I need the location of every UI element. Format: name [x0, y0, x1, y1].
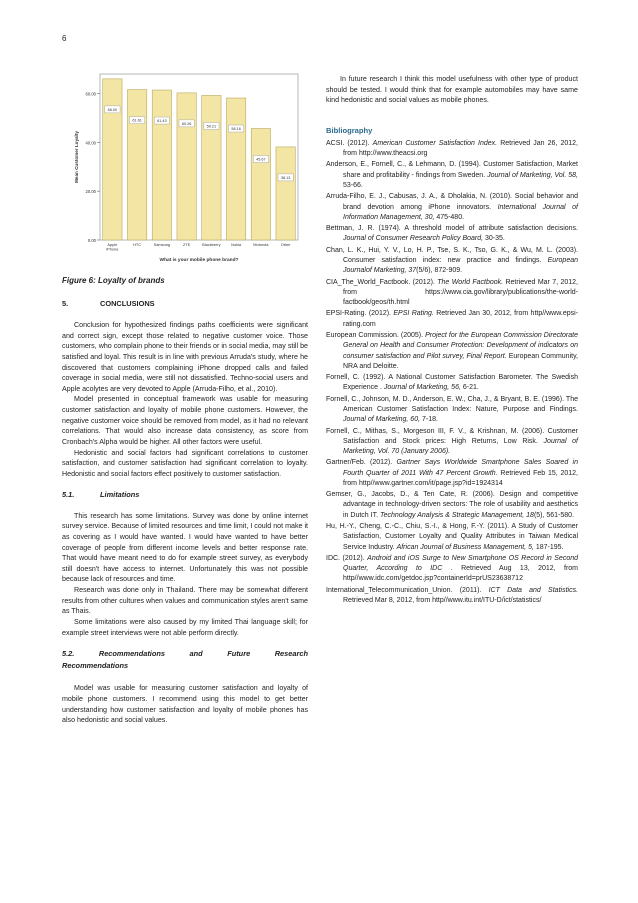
- reference-item: [326, 373, 578, 394]
- heading-word: Future: [227, 649, 251, 659]
- reference-text: Retrieved Jan 26, 2012, from http://www.theacsi.org: [343, 139, 578, 158]
- reference-item: [326, 395, 578, 426]
- figure-6: [62, 52, 308, 270]
- heading-word: and: [189, 649, 203, 659]
- reference-text: European Community, NRA and Deloitte.: [343, 352, 578, 370]
- reference-text: (5), 561-580.: [533, 511, 575, 519]
- x-tick-label: Apple: [107, 242, 118, 247]
- x-tick-label: HTC: [133, 242, 142, 247]
- heading-word: Recommendations: [62, 660, 129, 670]
- data-label: 61.43: [157, 119, 167, 124]
- reference-text: Retrieved Jan 30, 2012, from http//www.epsi-rating.com: [343, 310, 579, 328]
- reference-text: Fornell, C., Johnson, M. D., Anderson, E. W., Cha, J., & Bryant, B. E. (1996). The American Customer Satisfaction Index: Nature, Purpose and Findings.: [326, 395, 578, 413]
- reference-italic: ICT Data and Statistics.: [488, 586, 579, 594]
- reference-list: [326, 139, 578, 606]
- paragraph: Conclusion for hypothesized findings paths coefficients were significant and correct sign, except those related to negative customer voice. Those customers, who complain phone to their friends or in social media, may still be satisfied and loyal. This result is in line with previous Arruda's study, where he discovered that customers complaining iPhone dropped calls and failed coverage in social media, were still not dissatisfied. Techno-social users and Apple acolytes are very devoted to Apple (Arruda-Filho, et al., 2010).: [62, 321, 308, 393]
- x-tick-label: Nokia: [231, 242, 242, 247]
- reference-text: Retrieved Mar 7, 2012, from https://www.cia.gov/library/publications/the-world-factbook/geos/th.html: [343, 278, 578, 307]
- y-tick-label: 20.00: [85, 189, 96, 195]
- x-tick-label: Blackberry: [202, 242, 221, 247]
- reference-item: [326, 554, 578, 585]
- reference-italic: Journal of Marketing, Vol. 58,: [487, 171, 578, 179]
- section-number: 5.2.: [62, 649, 75, 659]
- paragraph: Some limitations were also caused by my limited Thai language skill; for example street interviews were not able perform directly.: [62, 618, 308, 637]
- reference-text: Chan, L. K., Hui, Y. V., Lo, H. P., Tse, S. K., Tso, G. K., & Wu, M. L. (2003). Consumer satisfaction index: new practice and findings.: [326, 246, 578, 265]
- reference-item: [326, 309, 578, 330]
- reference-italic: Journal of Marketing, Vol. 70 (January 2006).: [343, 437, 579, 456]
- data-label: 38.13: [280, 175, 291, 180]
- reference-text: Anderson, E., Fornell, C., & Lehmann, D. (1994). Customer Satisfaction, Market share and profitability - findings from Sweden.: [326, 161, 578, 179]
- reference-text: Fornell, C., Mithas, S., Morgeson III, F. V., & Krishnan, M. (2006). Customer Satisfaction and Stock prices: High Returns, Low Risk.: [326, 427, 578, 445]
- heading-word: Research: [274, 649, 308, 659]
- x-tick-label: Samsung: [153, 242, 171, 247]
- data-label: 45.67: [256, 157, 266, 162]
- bar: [177, 93, 196, 240]
- reference-item: [326, 139, 578, 160]
- y-tick-label: 60.00: [85, 91, 96, 97]
- reference-italic: International Journal of Information Management, 30,: [343, 203, 578, 221]
- bibliography-heading: Bibliography: [326, 125, 373, 135]
- reference-item: [326, 458, 578, 489]
- data-label: 66.00: [107, 107, 118, 112]
- reference-text: 53-66.: [343, 182, 363, 190]
- reference-item: [326, 490, 578, 521]
- paragraph: Model was usable for measuring customer satisfaction and loyalty of mobile phone customers. I recommend using this model to get better understanding how customer satisfaction and loyalty of mobile phones has also hedonistic and social values.: [62, 684, 308, 725]
- section-number: 5.1.: [62, 489, 75, 499]
- reference-text: Gemser, G., Jacobs, D., & Ten Cate, R. (2006). Design and competitive advantage in technology-driven sectors: The role of usability and aesthetics in Dutch IT.: [326, 491, 578, 519]
- reference-text: CIA_The_World_Factbook. (2012).: [326, 278, 438, 286]
- paragraph: Model presented in conceptual framework was usable for measuring customer satisfaction and loyalty of mobile phone customers. However, the negative customer voice should be removed from model, as it had no relevant correlations. That would also increase data consistency, as score from Cronbach's Alpha would be higher. All other factors were useful.: [62, 395, 308, 447]
- x-tick-label: Motorola: [253, 242, 269, 247]
- bar: [127, 90, 146, 240]
- right-column: [326, 74, 578, 607]
- reference-italic: Journal of Consumer Research Policy Board,: [343, 235, 484, 243]
- figure-caption: Figure 6: Loyalty of brands: [62, 276, 165, 285]
- x-tick-label: Other: [280, 242, 291, 247]
- reference-text: (5/6), 872-909.: [416, 267, 463, 275]
- section-5-heading: [62, 299, 308, 308]
- reference-item: [326, 278, 578, 309]
- section-title: Limitations: [100, 489, 140, 499]
- reference-italic: European Journalof Marketing, 37: [343, 257, 578, 275]
- reference-text: Arruda-Filho, E. J., Cabusas, J. A., & Dholakia, N. (2010). Social behavior and brand devotion among iPhone innovators.: [326, 193, 578, 211]
- reference-text: 6-21.: [460, 384, 479, 392]
- y-tick-label: 40.00: [85, 140, 96, 146]
- reference-text: EPSI-Rating. (2012).: [326, 310, 394, 318]
- bar: [152, 90, 171, 240]
- reference-text: Retrieved Mar 8, 2012, from http//www.itu.int/ITU-D/ict/statistics/: [343, 597, 542, 605]
- reference-text: IDC. (2012).: [326, 554, 368, 562]
- reference-italic: Technology Analysis & Strategic Management, 18: [379, 511, 534, 519]
- data-label: 59.21: [206, 124, 217, 129]
- bar: [103, 79, 122, 240]
- paragraph: Research was done only in Thailand. There may be somewhat different results from other cultures when values and communication styles aren't same as Thais.: [62, 586, 308, 616]
- section-title: CONCLUSIONS: [100, 299, 155, 308]
- y-axis-title: Mean Customer Loyalty: [74, 131, 79, 183]
- reference-item: [326, 331, 578, 372]
- data-label: 61.61: [132, 118, 142, 123]
- reference-text: Gartner/Feb. (2012).: [326, 459, 397, 467]
- reference-text: Hu, H.-Y., Cheng, C.-C., Chiu, S.-I., & Hong, F.-Y. (2011). A Study of Customer Satisfaction, Customer Loyalty and Quality Attributes in Taiwan Medical Service Industry.: [326, 523, 578, 551]
- section-5-2-heading: [62, 648, 308, 671]
- reference-italic: Android and iOS Surge to New Smartphone OS Record in Second Quarter, According to IDC: [343, 554, 578, 573]
- reference-italic: Journal of Marketing, 60,: [343, 416, 421, 424]
- reference-item: [326, 586, 578, 607]
- reference-text: Retrieved Feb 15, 2012, from http//www.gartner.com/it/page.jsp?id=1924314: [343, 469, 578, 487]
- reference-italic: Gartner Says Worldwide Smartphone Sales Soared in Fourth Quarter of 2011 With 47 Percent Growth.: [343, 459, 578, 477]
- reference-text: Fornell, C. (1992). A National Customer Satisfaction Barometer. The Swedish Experience .: [326, 374, 578, 392]
- reference-text: ACSI. (2012).: [326, 139, 373, 147]
- heading-word: Recommendations: [98, 649, 165, 659]
- x-axis-title: What is your mobile phone brand?: [159, 258, 239, 263]
- reference-text: 7-18.: [420, 416, 438, 424]
- section-5-1-heading: [62, 490, 308, 499]
- reference-italic: The World Factbook.: [437, 278, 504, 286]
- reference-italic: African Journal of Business Management, 5,: [396, 543, 534, 551]
- reference-text: 30-35.: [483, 235, 505, 243]
- reference-text: International_Telecommunication_Union. (2011).: [326, 586, 489, 594]
- reference-item: [326, 246, 578, 277]
- bar: [251, 129, 270, 240]
- reference-item: [326, 192, 578, 223]
- paragraph: This research has some limitations. Survey was done by online internet survey service. Because of limited resources and time limit, I could not make it as covering as I would have wanted. I would have wanted to have better coverage of people from different income levels and better response rate. That would have meant need to do for example street survey, as everybody still doesn't have access to internet. Unfortunately this was not possible because lack of resources and time.: [62, 511, 308, 584]
- reference-text: . Retrieved Aug 13, 2012, from http//www.idc.com/getdoc.jsp?containerId=prUS23638712: [343, 565, 578, 583]
- section-number: 5.: [62, 299, 69, 308]
- reference-text: 475-480.: [434, 213, 465, 221]
- x-tick-label: iPhone: [106, 246, 119, 252]
- y-tick-label: 0.00: [87, 238, 96, 243]
- data-label: 60.26: [181, 121, 192, 126]
- reference-italic: Journal of Marketing, 56,: [383, 384, 461, 392]
- reference-text: European Commission. (2005).: [326, 331, 426, 339]
- x-tick-label: ZTE: [182, 242, 191, 247]
- reference-item: [326, 427, 578, 458]
- reference-text: 187-195.: [533, 543, 564, 551]
- bar-chart: [62, 52, 308, 270]
- reference-italic: Project for the European Commission Directorate General on Health and Consumer Protection: Development of indicators on consumer satisfaction and Pilot survey, Final Report.: [343, 331, 578, 360]
- bar: [276, 147, 295, 240]
- paragraph: Hedonistic and social factors had significant correlations to customer satisfaction, and customer satisfaction had significant correlation to loyalty. Hedonistic and social factors effect positively to customer satisfaction.: [62, 448, 308, 478]
- left-column: [62, 52, 308, 726]
- reference-italic: EPSI Rating.: [393, 310, 434, 318]
- bar: [202, 95, 221, 240]
- page-number: 6: [62, 34, 67, 43]
- reference-italic: American Customer Satisfaction Index.: [372, 139, 498, 147]
- reference-item: [326, 224, 578, 245]
- reference-text: Bettman, J. R. (1974). A threshold model of attribute satisfaction decisions.: [326, 225, 578, 233]
- reference-item: [326, 160, 578, 191]
- reference-item: [326, 522, 578, 553]
- bar: [226, 98, 245, 240]
- paragraph: In future research I think this model usefulness with other type of product should be tested. I would think that for example automobiles may have same kind hedonistic and social values as mobile phones.: [326, 75, 578, 105]
- data-label: 58.16: [231, 127, 241, 132]
